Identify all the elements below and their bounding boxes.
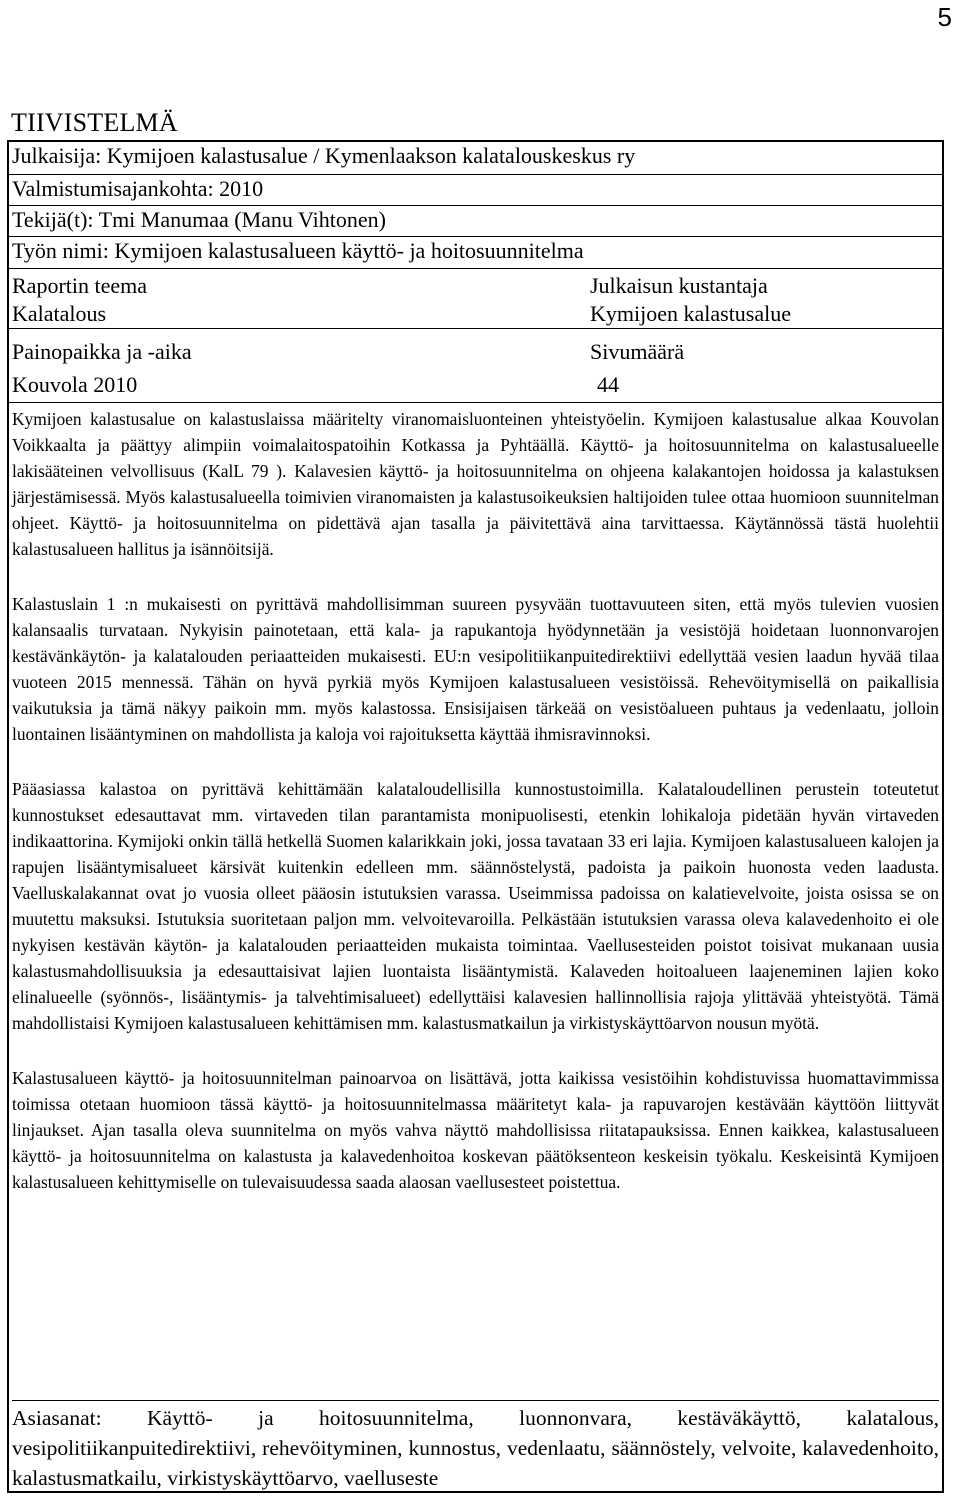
summary-body [12,406,939,1224]
date-text: Valmistumisajankohta: 2010 [12,176,264,201]
page-number: 5 [937,2,952,32]
keywords: Asiasanat: Käyttö- ja hoitosuunnitelma, luonnonvara, kestäväkäyttö, kalatalous, vesipolitiikanpuitedirektiivi, rehevöityminen, kunnostus, vedenlaatu, säännöstely, velvoite, kalavedenhoito, kalastusmatkailu, virkistyskäyttöarvo, vaelluseste [12,1400,939,1493]
author-row [9,206,942,237]
abstract-heading: TIIVISTELMÄ [11,108,178,137]
funder-label: Julkaisun kustantaja [590,273,768,298]
theme-row [9,269,942,329]
publisher-text: Julkaisija: Kymijoen kalastusalue / Kymenlaakson kalatalouskeskus ry [12,143,636,168]
pages-label: Sivumäärä [590,339,685,364]
work-name-text: Työn nimi: Kymijoen kalastusalueen käyttö- ja hoitosuunnitelma [12,238,584,263]
author-text: Tekijä(t): Tmi Manumaa (Manu Vihtonen) [12,207,386,232]
summary-paragraph: Pääasiassa kalastoa on pyrittävä kehittämään kalataloudellisilla kunnostustoimilla. Kalataloudellinen perustein toteutetut kunnostukset edesauttavat mm. virtaveden tilan parantamista monipuolisesti, etenkin lohikaloja pidetään hyvän virtaveden indikaattorina. Kymijoki onkin tällä hetkellä Suomen kalarikkain joki, jossa tavataan 33 eri lajia. Kymijoen kalastusalueen kalojen ja rapujen lisääntymisalueet kärsivät kuitenkin edelleen mm. säännöstelystä, padoista ja paikoin huonosta veden laadusta. Vaelluskalakannat ovat jo vuosia olleet pääosin istutuksien varassa. Useimmissa padoissa on kalatievelvoite, joista osissa se on muutettu maksuksi. Istutuksia suoritetaan paljon mm. velvoitevaroilla. Pelkästään istutuksien varassa oleva kalavedenhoito ei ole nykyisen kestävän käytön- ja kalatalouden periaatteiden mukaista toimintaa. Vaellusesteiden poistot toisivat mukanaan uusia kalastusmahdollisuuksia ja edesauttaisivat lajien luontaista lisääntymistä. Kalaveden hoitoalueen laajeneminen lajien koko elinalueelle (syönnös-, lisääntymis- ja talvehtimisalueet) edellyttäisi kalavesien hallinnollisia rajoja ylittävää yhteistyötä. Tämä mahdollistaisi Kymijoen kalastusalueen kehittämisen mm. kalastusmatkailun ja virkistyskäyttöarvon nousun myötä. [12,779,939,1033]
date-row [9,175,942,206]
summary-paragraph: Kalastusalueen käyttö- ja hoitosuunnitelman painoarvoa on lisättävä, jotta kaikissa vesistöihin kohdistuvissa huomattavimmissa toimissa otetaan huomioon tässä käyttö- ja hoitosuunnitelmassa määritetyt kala- ja rapuvarojen kestävään käyttöön liittyvät linjaukset. Ajan tasalla oleva suunnitelma on myös vahva näyttö mahdollisissa riitatapauksissa. Ennen kaikkea, kalastusalueen käyttö- ja hoitosuunnitelma on kalastusta ja kalavedenhoitoa koskevan päätöksenteon keskeisin työkalu. Keskeisintä Kymijoen kalastusalueen kehittymiselle on tulevaisuudessa saada alaosan vaellusesteet poistettua. [12,1068,939,1192]
summary-paragraph: Kalastuslain 1 :n mukaisesti on pyrittävä mahdollisimman suureen pysyvään tuottavuuteen siten, että myös tulevien vuosien kalansaalis turvataan. Nykyisin painotetaan, että kala- ja rapukantoja hyödynnetään ja vesistöjä hoidetaan luonnonvarojen kestävänkäytön- ja kalatalouden periaatteiden mukaisesti. EU:n vesipolitiikanpuitedirektiivi edellyttää vesien laadun hyvää tilaa vuoteen 2015 mennessä. Tähän on hyvä pyrkiä myös Kymijoen kalastusalueen vesistöissä. Rehevöitymisellä on paikallisia vaikutuksia ja tämä näkyy paikoin mm. myös kalastossa. Ensisijaisen tärkeää on vesistöalueen puhtaus ja vedenlaatu, jolloin luontainen lisääntyminen on mahdollista ja kaloja voi rajoituksetta käyttää ihmisravinnoksi. [12,594,939,744]
funder-value: Kymijoen kalastusalue [590,301,792,326]
place-value: Kouvola 2010 [12,372,138,397]
pages-value: 44 [597,372,619,397]
abstract-form [7,140,944,1493]
theme-label: Raportin teema [12,273,148,298]
work-name-row [9,237,942,269]
publisher-row [9,142,942,175]
theme-value: Kalatalous [12,301,107,326]
place-row [9,329,942,403]
summary-paragraph: Kymijoen kalastusalue on kalastuslaissa määritelty viranomaisluonteinen yhteistyöelin. Kymijoen kalastusalue alkaa Kouvolan Voikkaalta ja päättyy alimpiin voimalaitospatoihin Kotkassa ja Pyhtäällä. Käyttö- ja hoitosuunnitelma on kalastusalueelle lakisääteinen velvollisuus (KalL 79 ). Kalavesien käyttö- ja hoitosuunnitelma on ohjeena kalakantojen hoidossa ja kalastuksen järjestämisessä. Myös kalastusalueella toimivien viranomaisten ja kalastusoikeuksien haltijoiden tulee ottaa huomioon suunnitelman ohjeet. Käyttö- ja hoitosuunnitelma on pidettävä ajan tasalla ja päivitettävä aina tarvittaessa. Käytännössä tästä huolehtii kalastusalueen hallitus ja isännöitsijä. [12,409,939,559]
place-label: Painopaikka ja -aika [12,339,192,364]
